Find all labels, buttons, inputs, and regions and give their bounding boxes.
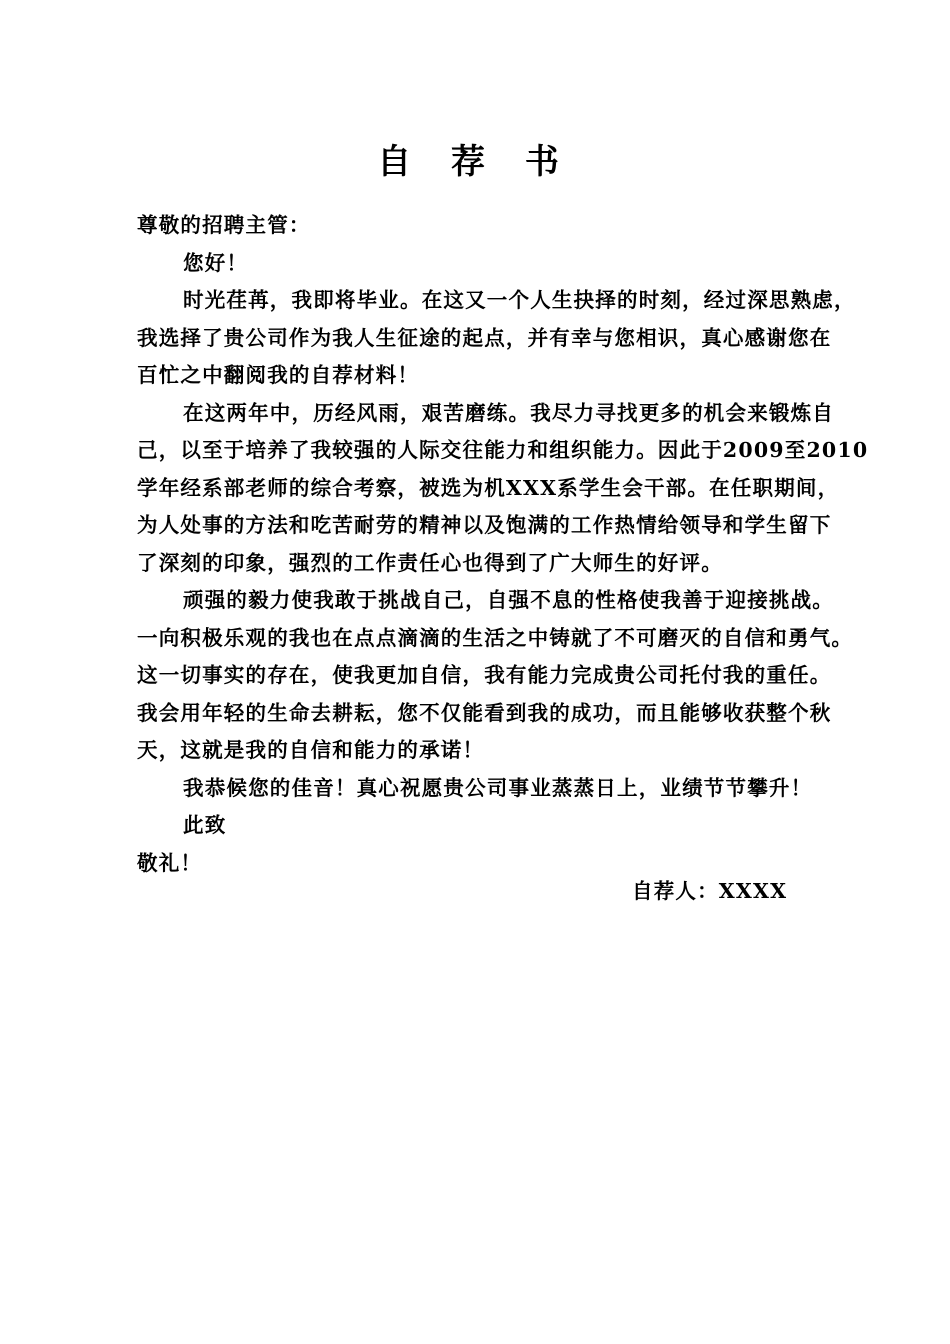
paragraph xyxy=(137,395,867,583)
paragraph-line: 顽强的毅力使我敢于挑战自己，自强不息的性格使我善于迎接挑战。 xyxy=(183,588,834,612)
paragraph-line: 为人处事的方法和吃苦耐劳的精神以及饱满的工作热情给领导和学生留下 xyxy=(137,513,832,537)
paragraph-line: 在这两年中，历经风雨，艰苦磨练。我尽力寻找更多的机会来锻炼自 xyxy=(183,400,834,425)
paragraph-line: 我会用年轻的生命去耕耘，您不仅能看到我的成功，而且能够收获整个秋 xyxy=(137,700,832,725)
paragraph-line: 一向积极乐观的我也在点点滴滴的生活之中铸就了不可磨灭的自信和勇气。 xyxy=(137,625,854,650)
paragraph xyxy=(137,582,867,770)
paragraph-line: 天，这就是我的自信和能力的承诺！ xyxy=(137,738,485,762)
paragraph xyxy=(137,282,867,395)
paragraph-line: 我选择了贵公司作为我人生征途的起点，并有幸与您相识，真心感谢您在 xyxy=(137,325,832,350)
paragraph-line: 己，以至于培养了我较强的人际交往能力和组织能力。因此于2009至2010 xyxy=(137,438,869,462)
closing-line-1: 此致 xyxy=(183,813,227,837)
signature: 自荐人：XXXX xyxy=(632,879,788,903)
salutation: 尊敬的招聘主管： xyxy=(137,213,311,237)
paragraph-line: 学年经系部老师的综合考察，被选为机XXX系学生会干部。在任职期间， xyxy=(137,475,840,500)
greeting: 您好！ xyxy=(183,250,249,275)
closing-line-2: 敬礼！ xyxy=(137,850,203,875)
paragraph-line: 我恭候您的佳音！真心祝愿贵公司事业蒸蒸日上，业绩节节攀升！ xyxy=(183,775,813,800)
paragraph-line: 了深刻的印象，强烈的工作责任心也得到了广大师生的好评。 xyxy=(137,550,723,575)
paragraph-line: 百忙之中翻阅我的自荐材料！ xyxy=(137,363,420,387)
paragraph-line: 时光荏苒，我即将毕业。在这又一个人生抉择的时刻，经过深思熟虑， xyxy=(183,288,856,312)
letter-body xyxy=(137,207,867,882)
document-title: 自 荐 书 xyxy=(377,142,573,182)
paragraph-line: 这一切事实的存在，使我更加自信，我有能力完成贵公司托付我的重任。 xyxy=(137,663,832,687)
paragraph xyxy=(137,770,867,808)
